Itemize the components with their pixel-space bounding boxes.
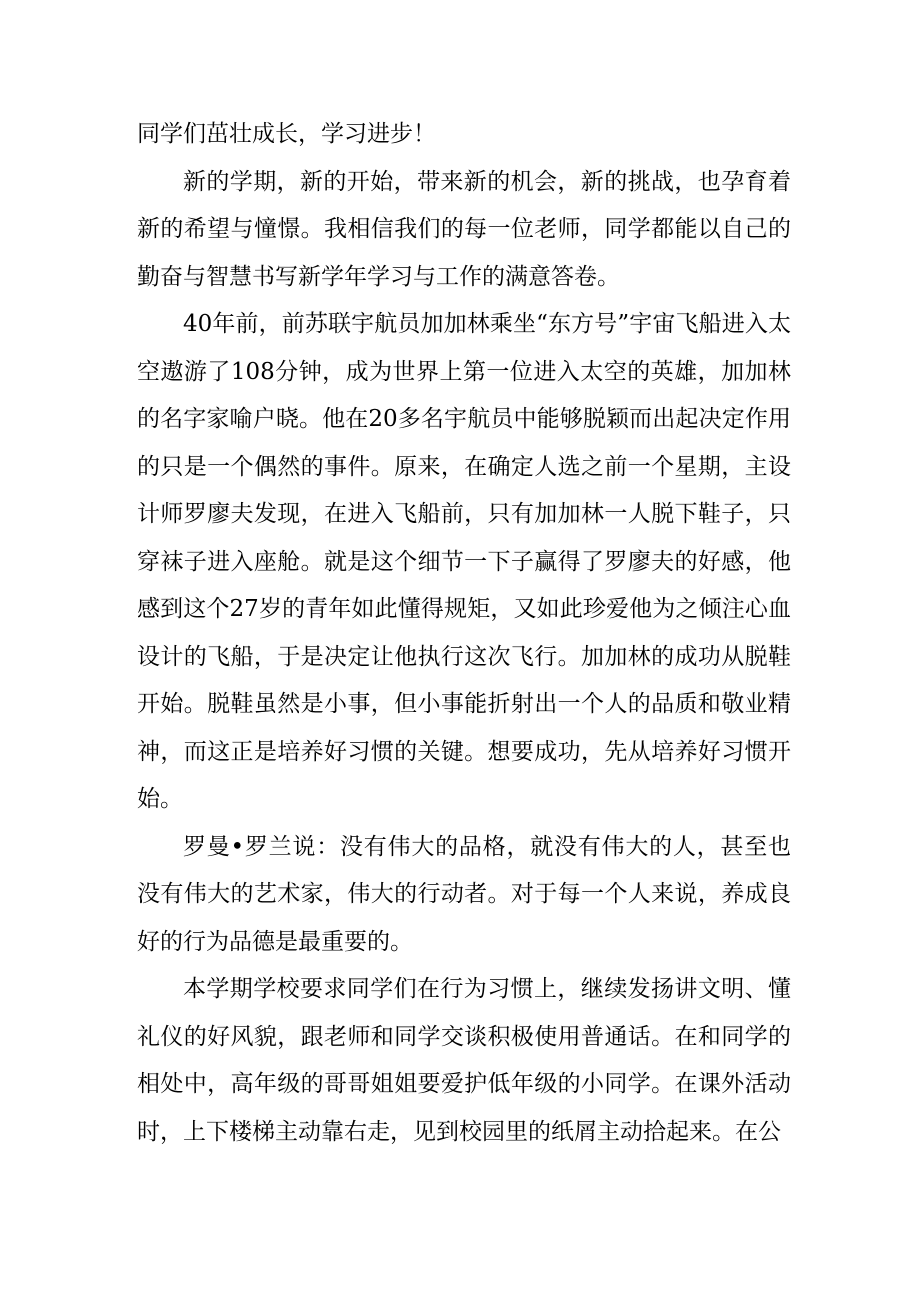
paragraph-5: 本学期学校要求同学们在行为习惯上，继续发扬讲文明、懂礼仪的好风貌，跟老师和同学交谈积极使用普通话。在和同学的相处中，高年级的哥哥姐姐要爱护低年级的小同学。在课外活动时，上下楼梯主动靠右走，见到校园里的纸屑主动拾起来。在公: [137, 976, 791, 1145]
paragraph-2: 新的学期，新的开始，带来新的机会，新的挑战，也孕育着新的希望与憧憬。我相信我们的每一位老师，同学都能以自己的勤奋与智慧书写新学年学习与工作的满意答卷。: [137, 168, 791, 290]
paragraph-3: 40年前，前苏联宇航员加加林乘坐“东方号”宇宙飞船进入太空遨游了108分钟，成为世界上第一位进入太空的英雄，加加林的名字家喻户晓。他在20多名宇航员中能够脱颖而出起决定作用的只是一个偶然的事件。原来，在确定人选之前一个星期，主设计师罗廖夫发现，在进入飞船前，只有加加林一人脱下鞋子，只穿袜子进入座舱。就是这个细节一下子赢得了罗廖夫的好感，他感到这个27岁的青年如此懂得规矩，又如此珍爱他为之倾注心血设计的飞船，于是决定让他执行这次飞行。加加林的成功从脱鞋开始。脱鞋虽然是小事，但小事能折射出一个人的品质和敬业精神，而这正是培养好习惯的关键。想要成功，先从培养好习惯开始。: [137, 311, 791, 812]
paragraph-1: 同学们茁壮成长，学习进步！: [137, 121, 436, 147]
document-page: [137, 111, 791, 1156]
paragraph-4: 罗曼•罗兰说：没有伟大的品格，就没有伟大的人，甚至也没有伟大的艺术家，伟大的行动者。对于每一个人来说，养成良好的行为品德是最重要的。: [137, 833, 791, 955]
